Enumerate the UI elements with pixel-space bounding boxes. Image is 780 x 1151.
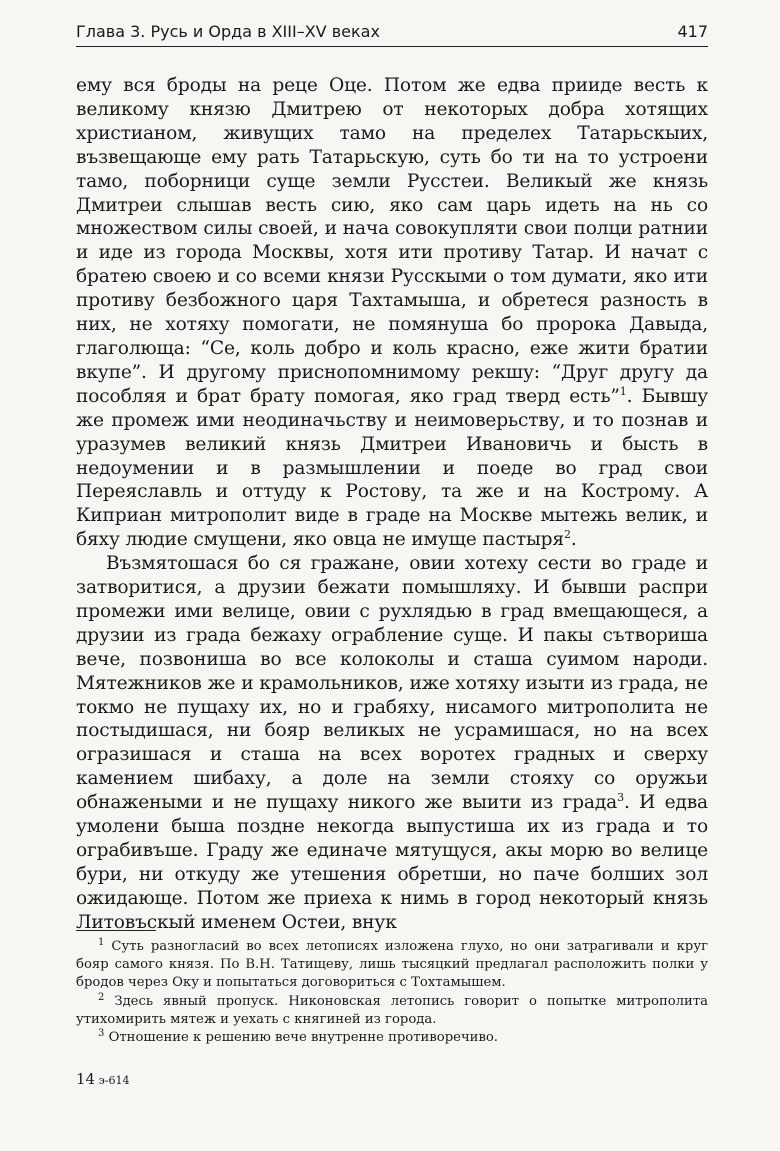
chapter-title: Глава 3. Русь и Орда в XIII–XV веках (76, 22, 380, 41)
footnote-3-number: 3 (98, 1028, 105, 1040)
footnote-1-number: 1 (98, 937, 105, 948)
paragraph-2-text-a: Възмятошася бо ся гражане, овии хотеху сести во граде и затворитися, а друзии бежати помышляху. И бывши распри промежи ими велице, овии с рухлядью в град вмещающеся, а друзии из града бежаху ограбление суще. И пакы сътвориша вече, позвониша во все колоколы и сташа суимом народи. Мятежников же и крамольников, иже хотяху изыти из града, не токмо не пущаху их, но и грабяху, нисамого митрополита не постыдишася, ни бояр великых не усрамишася, но на всех огразишася и сташа на всех воротех градных и сверху камением шибаху, а доле на земли стояху со оружьи обнажеными и не пущаху никого же выити из града (76, 553, 708, 814)
paragraph-1-text-b: . Бывшу же промеж ими неодиначьству и неимоверьству, и то познав и уразумев великий князь Дмитреи Ивановичь и бысть в недоумении и в размышлении и поеде во град свои Переяславль и оттуду к Ростову, та же и на Кострому. А Киприан митрополит виде в граде на Москве мытежь велик, и бяху людие смущени, яко овца не имуще пастыря (76, 385, 708, 551)
footnote-2 (76, 993, 708, 1029)
paragraph-1-text-c: . (570, 529, 577, 551)
paragraph-2 (76, 552, 708, 935)
footnote-ref-3: 3 (617, 791, 624, 805)
footnote-divider (76, 930, 156, 931)
running-header (76, 18, 708, 47)
paragraph-1-text-a: ему вся броды на реце Оце. Потом же едва прииде весть к великому князю Дмитрею от некоторых добра хотящих христианом, живущих тамо на пределех Татарьскыих, възвещающе ему рать Татарьскую, суть бо ти на то устроени тамо, поборници суще земли Русстеи. Великый же князь Дмитреи слышав весть сию, яко сам царь идеть на нь со множеством силы своей, и нача совокупляти свои полци ратнии и иде из города Москвы, хотя ити противу Татар. И начат с братею своею и со всеми князи Русскыми о том думати, яко ити противу безбожного царя Тахтамыша, и обретеся разность в них, не хотяху помогати, не помянуша бо пророка Давыда, глаголюща: “Се, коль добро и коль красно, еже жити братии вкупе”. И другому приснопомнимому рекшу: “Друг другу да пособляя и брат брату помогая, яко град тверд есть” (76, 75, 708, 407)
footnote-ref-2: 2 (563, 528, 571, 542)
footnotes (76, 938, 708, 1047)
page-number: 417 (677, 22, 708, 41)
signature-number: 14 (76, 1070, 96, 1088)
main-text (76, 74, 708, 935)
footnote-3-text: Отношение к решению вече внутренне противоречиво. (104, 1030, 499, 1046)
paragraph-2-text-b: . И едва умолени быша поздне некогда выпустиша их из града и то ограбивъше. Граду же единаче мятущуся, акы морю во велице бури, ни откуду же утешения обретши, но паче болших зол ожидающе. Потом же приеха к нимь в город некоторый князь Литовъскый именем Остеи, внук (76, 792, 708, 933)
printer-signature (76, 1070, 129, 1088)
signature-code: э-614 (95, 1074, 130, 1087)
footnote-ref-1: 1 (619, 384, 627, 398)
footnote-1 (76, 938, 708, 993)
footnote-2-text: Здесь явный пропуск. Никоновская летопись говорит о попытке митрополита утихомирить мятеж и уехать с княгиней из города. (76, 993, 708, 1027)
footnote-3 (76, 1029, 708, 1047)
footnote-1-text: Суть разногласий во всех летописях изложена глухо, но они затрагивали и круг бояр самого князя. По В.Н. Татищеву, лишь тысяцкий предлагал расположить полки у бродов через Оку и попытаться договориться с Тохтамышем. (76, 939, 708, 991)
paragraph-1 (76, 74, 708, 552)
footnote-2-number: 2 (98, 991, 105, 1003)
